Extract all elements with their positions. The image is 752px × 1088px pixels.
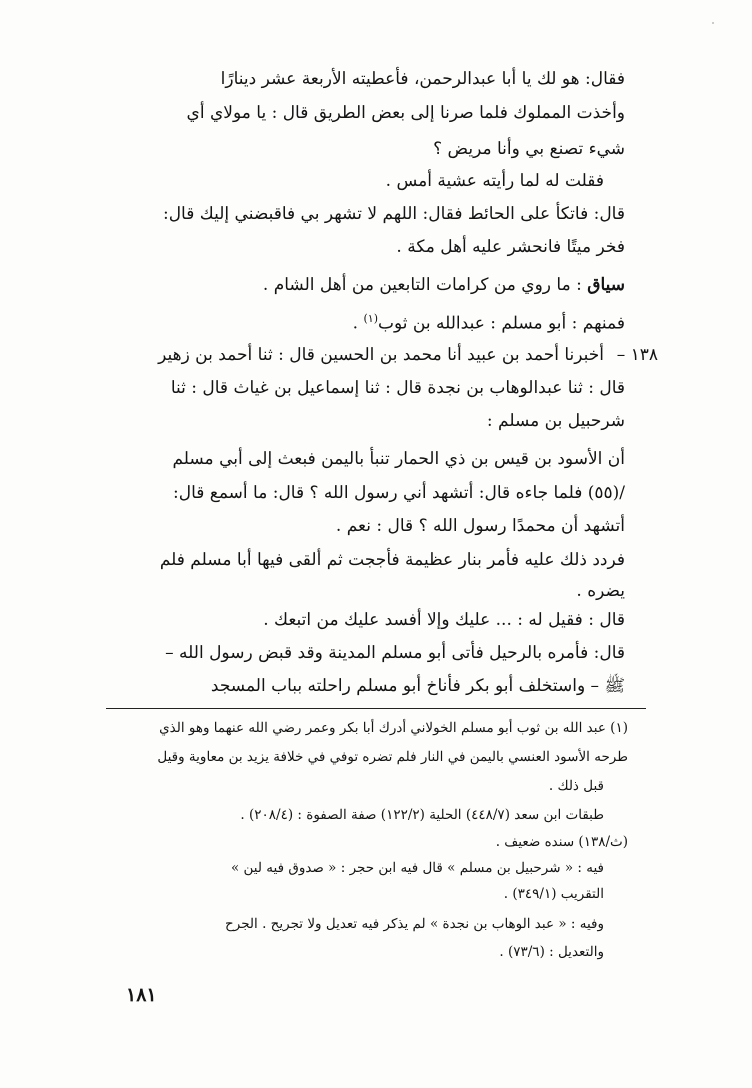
footnote-line: والتعديل : (٧٣/٦) . [499, 944, 604, 960]
footnote-line: (١) عبد الله بن ثوب أبو مسلم الخولاني أدرك أبا بكر وعمر رضي الله عنهما وهو الذي [159, 720, 628, 736]
footnote-line: طبقات ابن سعد (٤٤٨/٧) الحلية (١٢٢/٢) صفة الصفوة : (٢٠٨/٤) . [240, 807, 604, 823]
scan-speck [712, 22, 714, 24]
text-line: فقال: هو لك يا أبا عبدالرحمن، فأعطيته الأربعة عشر دينارًا [220, 69, 625, 89]
hadith-line: قال : ثنا عبدالوهاب بن نجدة قال : ثنا إسماعيل بن غياث قال : ثنا [170, 378, 625, 398]
hadith-line: أتشهد أن محمدًا رسول الله ؟ قال : نعم . [335, 516, 625, 536]
footnote-line: (ث/١٣٨) سنده ضعيف . [495, 834, 628, 850]
section-heading-text: : ما روي من كرامات التابعين من أهل الشام . [262, 275, 582, 295]
section-heading-label: سياق [587, 275, 625, 295]
section-subline [353, 304, 625, 339]
footnote-line: التقريب (٣٤٩/١) . [503, 886, 604, 902]
hadith-line: أن الأسود بن قيس بن ذي الحمار تنبأ باليمن فبعث إلى أبي مسلم [172, 449, 625, 469]
text-line: وأخذت المملوك فلما صرنا إلى بعض الطريق قال : يا مولاي أي [186, 103, 625, 123]
footnote-marker: (١) [363, 312, 378, 325]
footnote-separator [106, 708, 646, 709]
hadith-line: شرحبيل بن مسلم : [486, 411, 625, 431]
footnote-line: وفيه : « عبد الوهاب بن نجدة » لم يذكر فيه تعديل ولا تجريح . الجرح [225, 916, 604, 932]
text-line: شيء تصنع بي وأنا مريض ؟ [433, 139, 625, 159]
footnote-line: قبل ذلك . [548, 778, 604, 794]
page-number: ١٨١ [126, 984, 157, 1006]
text-line: قال: فاتكأ على الحائط فقال: اللهم لا تشهر بي فاقبضني إليك قال: [162, 204, 625, 224]
hadith-line: أخبرنا أحمد بن عبيد أنا محمد بن الحسين قال : ثنا أحمد بن زهير [158, 345, 604, 365]
hadith-line: /(٥٥) فلما جاءه قال: أتشهد أني رسول الله ؟ قال: ما أسمع قال: [172, 483, 625, 503]
hadith-line: فردد ذلك عليه فأمر بنار عظيمة فأججت ثم ألقى فيها أبا مسلم فلم [159, 550, 625, 570]
footnote-line: طرحه الأسود العنسي باليمن في النار فلم تضره توفي في خلافة يزيد بن معاوية وقيل [157, 749, 628, 765]
text-line: فقلت له لما رأيته عشية أمس . [385, 171, 604, 191]
hadith-line: قال : فقيل له : ... عليك وإلا أفسد عليك من اتبعك . [263, 610, 625, 630]
text-line: فخر ميتًا فانحشر عليه أهل مكة . [396, 237, 625, 257]
footnote-line: فيه : « شرحبيل بن مسلم » قال فيه ابن حجر : « صدوق فيه لين » [230, 860, 604, 876]
hadith-line: ﷺ – واستخلف أبو بكر فأناخ أبو مسلم راحلته بباب المسجد [210, 676, 625, 696]
hadith-line: قال: فأمره بالرحيل فأتى أبو مسلم المدينة وقد قبض رسول الله – [165, 643, 625, 663]
subline-end: . [352, 313, 364, 334]
subline-text: فمنهم : أبو مسلم : عبدالله بن ثوب [378, 313, 625, 334]
section-heading [263, 270, 625, 300]
hadith-line: يضره . [576, 581, 625, 601]
hadith-number: ١٣٨ – [616, 345, 658, 365]
